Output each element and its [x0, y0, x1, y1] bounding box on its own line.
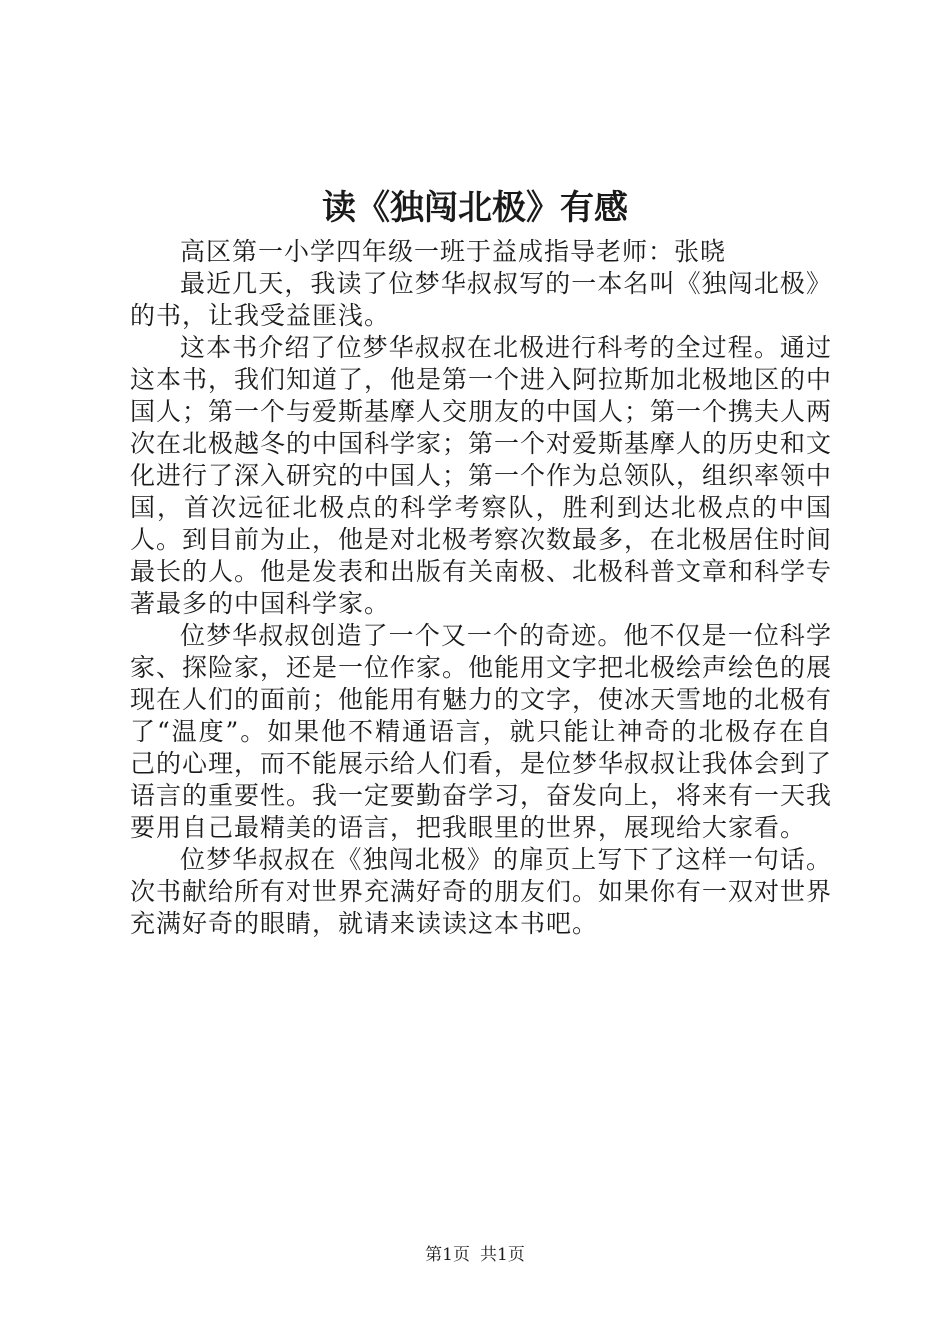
document-body — [130, 236, 832, 940]
page-number: 第1页 — [425, 1245, 470, 1265]
paragraph-3: 位梦华叔叔创造了一个又一个的奇迹。他不仅是一位科学家、探险家，还是一位作家。他能用文字把北极绘声绘色的展现在人们的面前；他能用有魅力的文字，使冰天雪地的北极有了“温度”。如果他不精通语言，就只能让神奇的北极存在自己的心理，而不能展示给人们看，是位梦华叔叔让我体会到了语言的重要性。我一定要勤奋学习，奋发向上，将来有一天我要用自己最精美的语言，把我眼里的世界，展现给大家看。 — [130, 621, 833, 842]
page-footer — [0, 1244, 950, 1266]
document-title: 读《独闯北极》有感 — [322, 188, 628, 228]
paragraph-4: 位梦华叔叔在《独闯北极》的扉页上写下了这样一句话。次书献给所有对世界充满好奇的朋友们。如果你有一双对世界充满好奇的眼睛，就请来读读这本书吧。 — [130, 845, 833, 938]
page-total: 共1页 — [480, 1245, 525, 1265]
paragraph-2: 这本书介绍了位梦华叔叔在北极进行科考的全过程。通过这本书，我们知道了，他是第一个进入阿拉斯加北极地区的中国人；第一个与爱斯基摩人交朋友的中国人；第一个携夫人两次在北极越冬的中国科学家；第一个对爱斯基摩人的历史和文化进行了深入研究的中国人；第一个作为总领队，组织率领中国，首次远征北极点的科学考察队，胜利到达北极点的中国人。到目前为止，他是对北极考察次数最多，在北极居住时间最长的人。他是发表和出版有关南极、北极科普文章和科学专著最多的中国科学家。 — [130, 333, 833, 618]
author-line: 高区第一小学四年级一班于益成指导老师：张晓 — [180, 237, 727, 266]
paragraph-1: 最近几天，我读了位梦华叔叔写的一本名叫《独闯北极》的书，让我受益匪浅。 — [130, 269, 832, 330]
